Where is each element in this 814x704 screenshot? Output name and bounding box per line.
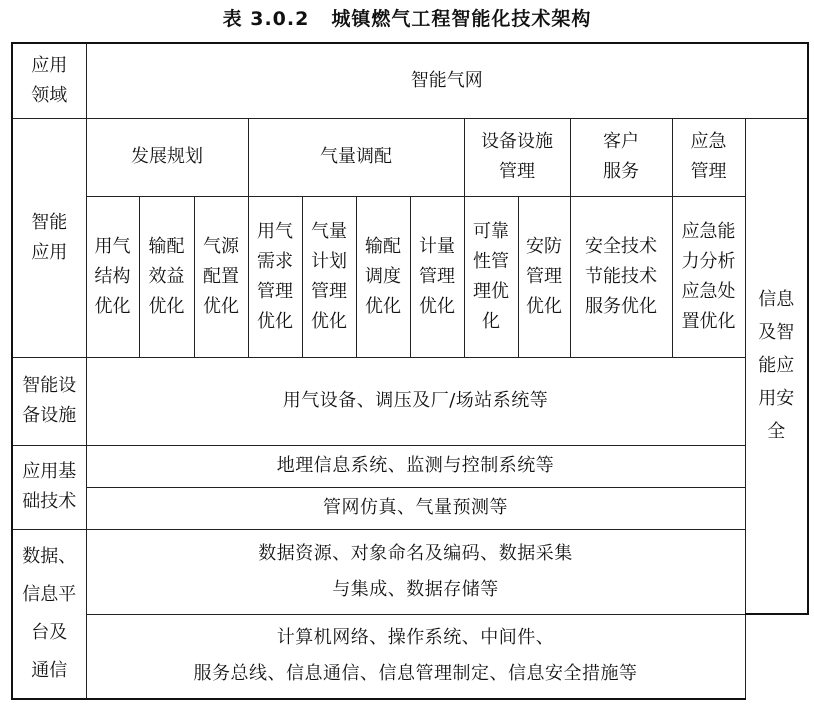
security-line: 及智 (758, 322, 795, 344)
item-line: 应急处 (681, 280, 736, 302)
item-distribution-benefit (139, 196, 194, 357)
security-line: 信息 (758, 289, 795, 311)
item-line: 安全技术 (585, 235, 657, 257)
security-column (745, 118, 808, 614)
item-demand-management (248, 196, 302, 357)
item-line: 管理 (419, 265, 455, 287)
platform-label-line: 台及 (31, 621, 68, 643)
apps-label (12, 118, 86, 357)
platform-label-line: 通信 (31, 659, 68, 681)
item-line: 优化 (365, 295, 401, 317)
item-line: 用气 (94, 235, 131, 257)
platform-label (12, 529, 86, 699)
table-title (0, 4, 814, 34)
architecture-table (11, 42, 809, 700)
equipment-label-line: 智能设 (22, 375, 77, 396)
platform-line: 数据资源、对象命名及编码、数据采集 (258, 542, 573, 564)
apps-label-line: 应用 (31, 241, 68, 263)
item-metering (410, 196, 464, 357)
item-line: 节能技术 (585, 265, 657, 287)
basic-tech-label-line: 础技术 (22, 491, 77, 512)
group-emergency-management-line: 应急 (690, 131, 727, 152)
group-emergency-management (672, 118, 745, 196)
platform-line: 与集成、数据存储等 (332, 578, 499, 600)
domain-label (12, 43, 86, 118)
item-line: 需求 (257, 250, 293, 272)
domain-label-line: 领域 (31, 84, 68, 106)
item-line: 性管 (473, 250, 509, 272)
item-distribution-dispatch (356, 196, 410, 357)
basic-tech-label-line: 应用基 (22, 461, 77, 482)
security-line: 全 (767, 421, 786, 443)
item-line: 输配 (365, 235, 401, 257)
item-line: 用气 (257, 220, 293, 242)
group-equipment-management-line: 管理 (499, 161, 535, 182)
item-source-allocation (194, 196, 248, 357)
item-security-management (518, 196, 570, 357)
platform-line: 服务总线、信息通信、信息管理制定、信息安全措施等 (193, 663, 638, 685)
platform-data-resources (86, 529, 745, 614)
group-customer-service (570, 118, 672, 196)
item-line: 优化 (419, 295, 455, 317)
item-line: 置优化 (681, 310, 736, 332)
basic-tech-simulation: 管网仿真、气量预测等 (86, 487, 745, 529)
basic-tech-gis: 地理信息系统、监测与控制系统等 (86, 445, 745, 487)
item-line: 气源 (203, 235, 239, 257)
group-equipment-management (464, 118, 570, 196)
item-line: 管理 (526, 265, 562, 287)
item-line: 调度 (365, 265, 401, 287)
item-line: 效益 (148, 265, 185, 287)
group-customer-service-line: 客户 (603, 131, 639, 152)
item-line: 优化 (203, 295, 239, 317)
platform-label-line: 数据、 (22, 545, 77, 567)
domain-content: 智能气网 (86, 43, 808, 118)
item-line: 结构 (94, 265, 131, 287)
item-line: 服务优化 (585, 295, 657, 317)
table-caption: 城镇燃气工程智能化技术架构 (331, 8, 592, 30)
item-customer-services (570, 196, 672, 357)
item-line: 可靠 (473, 220, 509, 242)
platform-network (86, 614, 745, 699)
equipment-label (12, 357, 86, 445)
platform-line: 计算机网络、操作系统、中间件、 (276, 627, 555, 649)
item-line: 应急能 (681, 220, 736, 242)
item-line: 计量 (419, 235, 455, 257)
group-equipment-management-line: 设备设施 (481, 131, 553, 152)
item-line: 管理 (257, 280, 293, 302)
item-line: 化 (482, 310, 500, 332)
item-line: 力分析 (681, 250, 736, 272)
item-line: 优化 (526, 295, 562, 317)
item-line: 管理 (311, 280, 347, 302)
item-line: 输配 (148, 235, 185, 257)
table-number: 表 3.0.2 (222, 8, 310, 30)
group-emergency-management-line: 管理 (690, 161, 727, 182)
item-line: 安防 (526, 235, 562, 257)
security-line: 用安 (758, 388, 795, 410)
item-reliability (464, 196, 518, 357)
security-line: 能应 (758, 355, 795, 377)
basic-tech-label (12, 445, 86, 529)
item-line: 优化 (94, 295, 131, 317)
domain-label-line: 应用 (31, 54, 68, 76)
platform-label-line: 信息平 (22, 583, 77, 605)
equipment-label-line: 备设施 (22, 405, 77, 426)
item-line: 优化 (311, 310, 347, 332)
group-development-planning: 发展规划 (86, 118, 248, 196)
item-line: 优化 (257, 310, 293, 332)
group-gas-dispatch: 气量调配 (248, 118, 464, 196)
apps-label-line: 智能 (31, 211, 68, 233)
item-volume-plan (302, 196, 356, 357)
item-line: 优化 (148, 295, 185, 317)
group-customer-service-line: 服务 (603, 161, 639, 182)
item-line: 理优 (473, 280, 509, 302)
item-line: 计划 (311, 250, 347, 272)
item-line: 配置 (203, 265, 239, 287)
item-line: 气量 (311, 220, 347, 242)
item-gas-structure (86, 196, 139, 357)
equipment-content: 用气设备、调压及厂/场站系统等 (86, 357, 745, 445)
item-emergency (672, 196, 745, 357)
